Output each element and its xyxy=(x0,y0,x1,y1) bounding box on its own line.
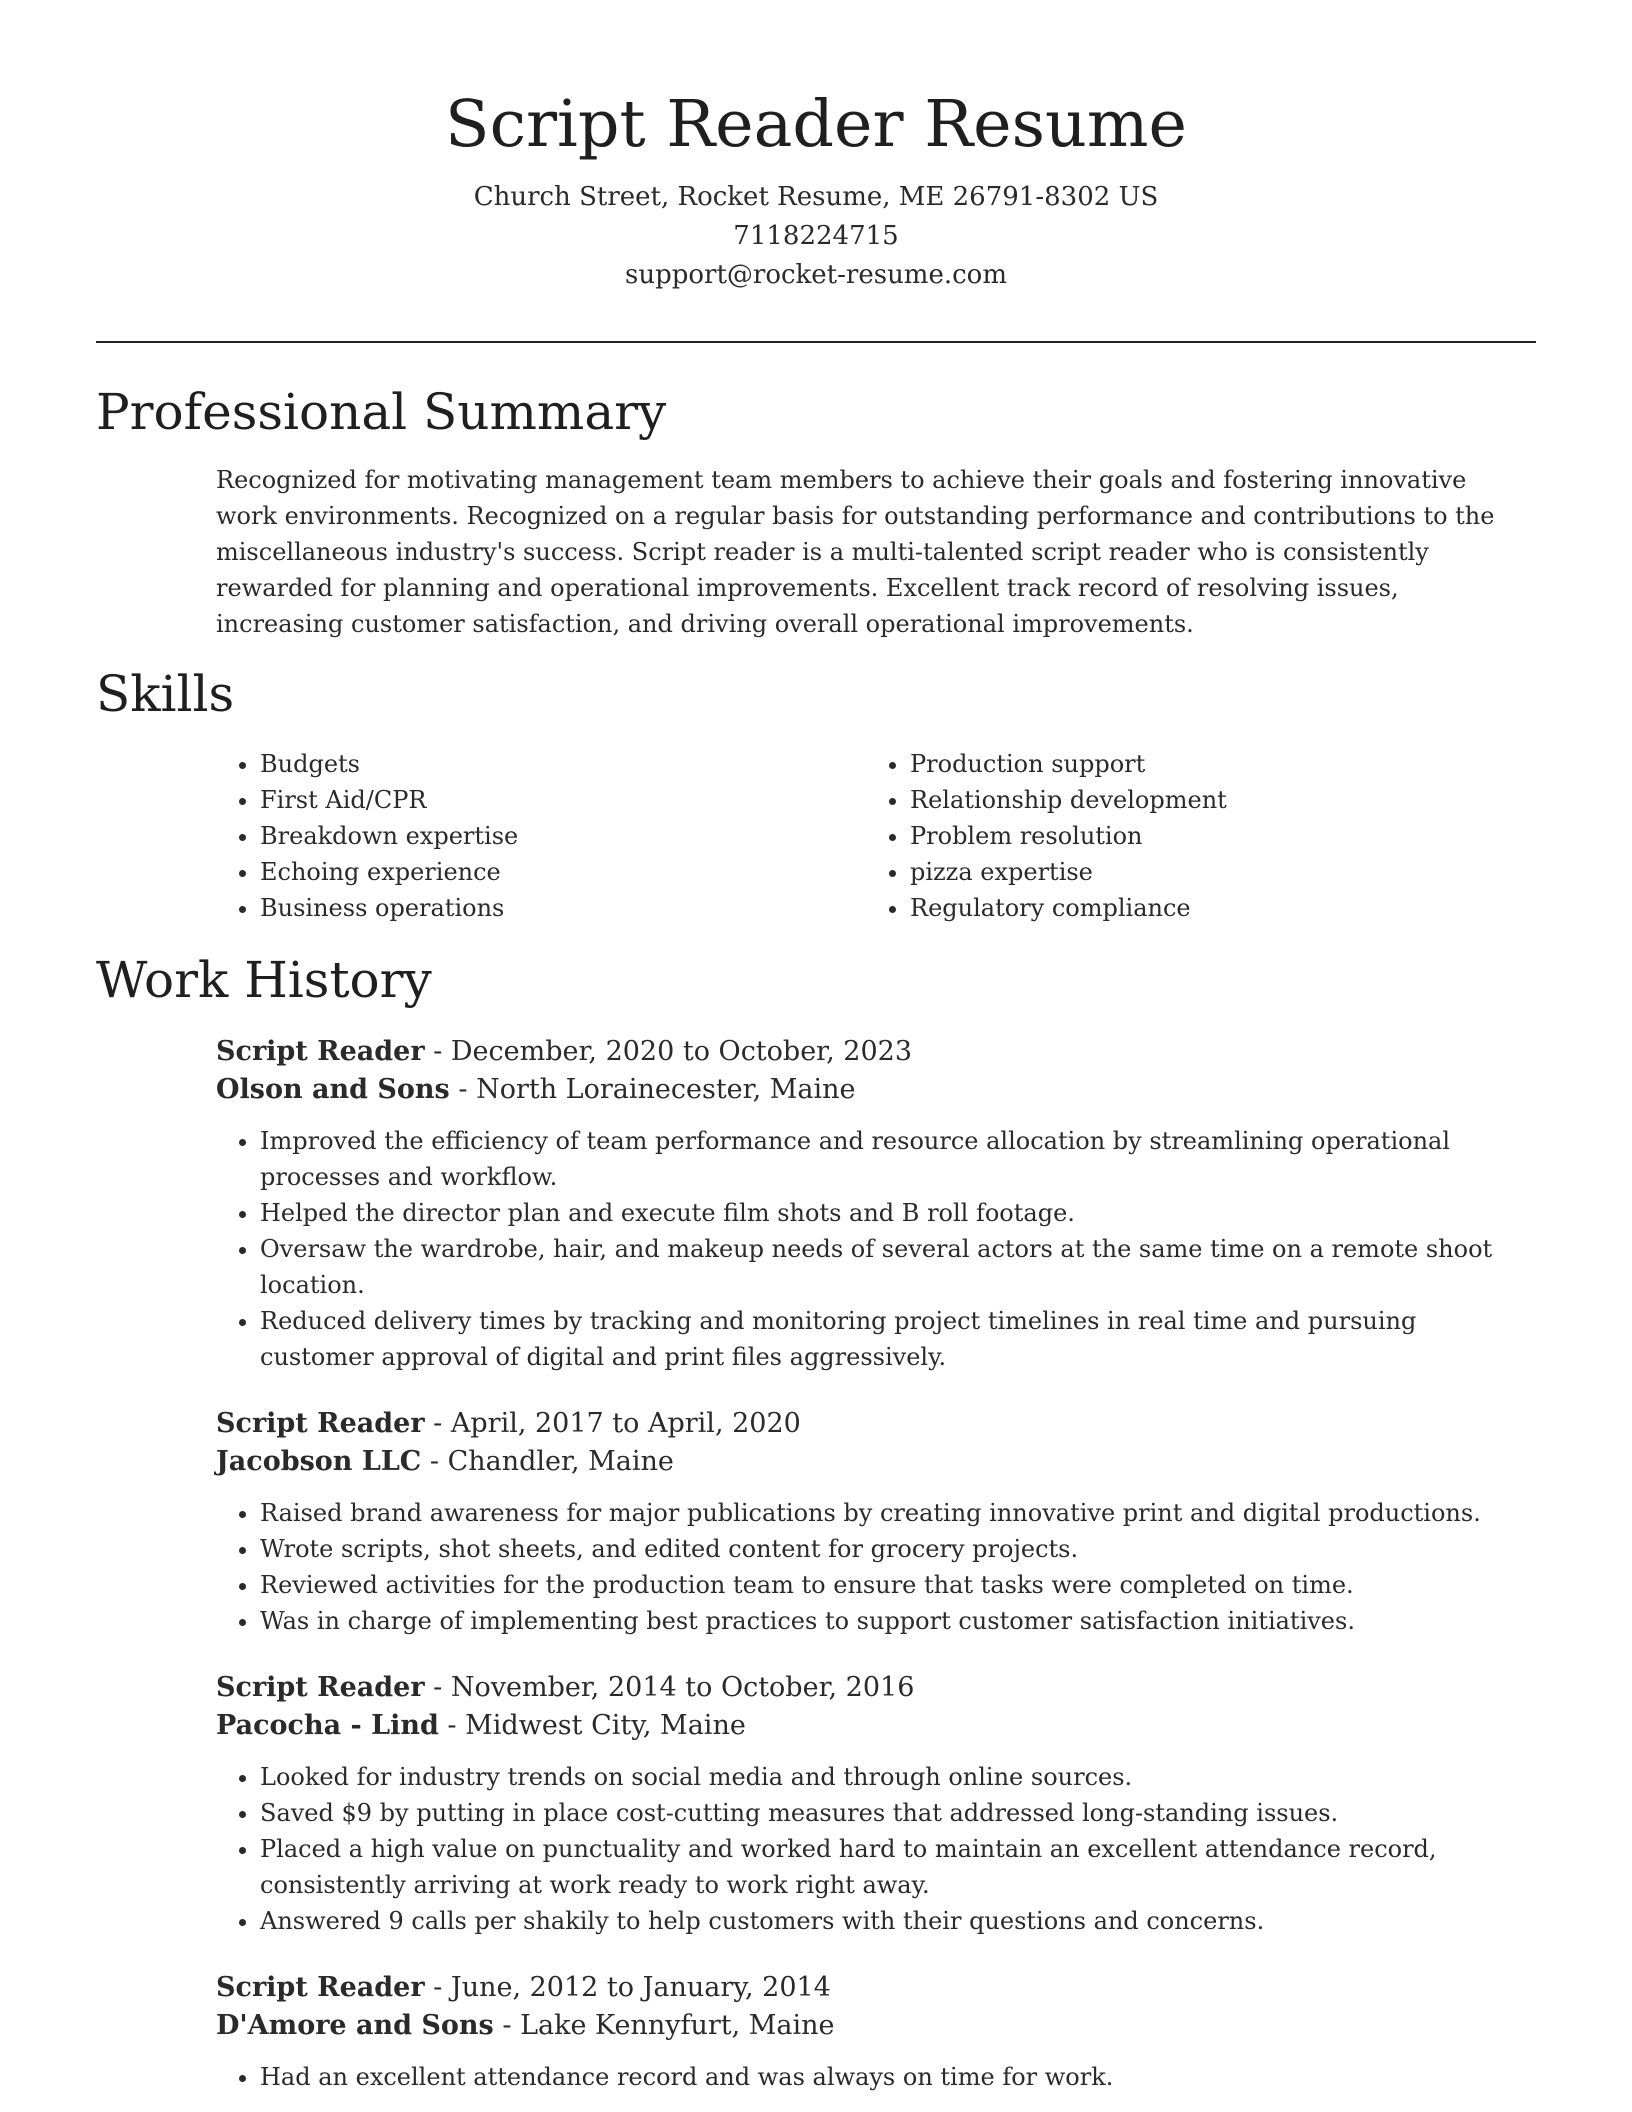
job-bullet: • Oversaw the wardrobe, hair, and makeup needs of several actors at the same time on a remote shoot location. xyxy=(260,1231,1516,1303)
work-history-list xyxy=(216,1033,1516,2112)
job-company-line xyxy=(216,1707,1516,1745)
skill-item: • Production support xyxy=(910,746,1516,782)
job-title-line xyxy=(216,1969,1516,2007)
skill-item: • Relationship development xyxy=(910,782,1516,818)
job-bullet: • Wrote scripts, shot sheets, and edited content for grocery projects. xyxy=(260,1531,1516,1567)
job-entry xyxy=(216,1969,1516,2095)
skill-item: • Budgets xyxy=(260,746,866,782)
job-company: Jacobson LLC xyxy=(216,1446,422,1477)
skill-item: • Problem resolution xyxy=(910,818,1516,854)
job-company-line xyxy=(216,2007,1516,2045)
job-bullets xyxy=(216,1123,1516,1375)
job-title-line xyxy=(216,1033,1516,1071)
job-title: Script Reader xyxy=(216,1408,425,1439)
job-bullet: • Saved $9 by putting in place cost-cutting measures that addressed long-standing issues. xyxy=(260,1795,1516,1831)
job-bullet: • Had an excellent attendance record and was always on time for work. xyxy=(260,2059,1516,2095)
skills-column-left xyxy=(216,746,866,926)
separator: - xyxy=(421,1446,448,1477)
skill-item: • Breakdown expertise xyxy=(260,818,866,854)
contact-info xyxy=(0,178,1632,295)
separator: - xyxy=(424,1408,451,1439)
skill-item: • First Aid/CPR xyxy=(260,782,866,818)
separator: - xyxy=(424,1672,451,1703)
job-bullets xyxy=(216,1495,1516,1639)
job-title: Script Reader xyxy=(216,1972,425,2003)
summary-heading: Professional Summary xyxy=(96,383,667,441)
job-company: Olson and Sons xyxy=(216,1074,450,1105)
job-dates: June, 2012 to January, 2014 xyxy=(450,1972,831,2003)
summary-text: Recognized for motivating management team members to achieve their goals and fostering innovative work environments. Recognized on a regular basis for outstanding performance and contributions to the miscellaneous industry's success. Script reader is a multi-talented script reader who is consistently rewarded for planning and operational improvements. Excellent track record of resolving issues, increasing customer satisfaction, and driving overall operational improvements. xyxy=(216,466,1495,638)
skill-item: • Regulatory compliance xyxy=(910,890,1516,926)
job-bullet: • Improved the efficiency of team performance and resource allocation by streamlining operational processes and workflow. xyxy=(260,1123,1516,1195)
job-dates: December, 2020 to October, 2023 xyxy=(450,1036,912,1067)
job-company-line xyxy=(216,1071,1516,1109)
separator: - xyxy=(424,1972,451,2003)
job-entry xyxy=(216,1669,1516,1939)
job-company-line xyxy=(216,1443,1516,1481)
skill-item: • Business operations xyxy=(260,890,866,926)
work-history-heading: Work History xyxy=(96,951,432,1009)
job-dates: April, 2017 to April, 2020 xyxy=(450,1408,801,1439)
job-bullet: • Raised brand awareness for major publications by creating innovative print and digital productions. xyxy=(260,1495,1516,1531)
job-title: Script Reader xyxy=(216,1672,425,1703)
job-bullet: • Reduced delivery times by tracking and monitoring project timelines in real time and pursuing customer approval of digital and print files aggressively. xyxy=(260,1303,1516,1375)
skill-item: • Echoing experience xyxy=(260,854,866,890)
job-company: Pacocha - Lind xyxy=(216,1710,439,1741)
resume-title: Script Reader Resume xyxy=(445,87,1187,162)
job-bullet: • Looked for industry trends on social media and through online sources. xyxy=(260,1759,1516,1795)
job-company: D'Amore and Sons xyxy=(216,2010,494,2041)
job-bullet: • Placed a high value on punctuality and worked hard to maintain an excellent attendance record, consistently arriving at work ready to work right away. xyxy=(260,1831,1516,1903)
job-bullet: • Answered 9 calls per shakily to help customers with their questions and concerns. xyxy=(260,1903,1516,1939)
separator: - xyxy=(438,1710,466,1741)
separator: - xyxy=(493,2010,521,2041)
skills-column-right xyxy=(866,746,1516,926)
job-title-line xyxy=(216,1669,1516,1707)
separator: - xyxy=(449,1074,477,1105)
job-entry xyxy=(216,1405,1516,1639)
contact-address: Church Street, Rocket Resume, ME 26791-8302 US xyxy=(473,182,1159,212)
job-bullets xyxy=(216,1759,1516,1939)
job-bullet: • Was in charge of implementing best practices to support customer satisfaction initiatives. xyxy=(260,1603,1516,1639)
job-bullets xyxy=(216,2059,1516,2095)
job-entry xyxy=(216,1033,1516,1375)
resume-header xyxy=(0,80,1632,295)
header-divider xyxy=(96,341,1536,343)
job-bullet: • Reviewed activities for the production team to ensure that tasks were completed on time. xyxy=(260,1567,1516,1603)
skills-list xyxy=(216,746,1516,926)
job-bullet: • Helped the director plan and execute film shots and B roll footage. xyxy=(260,1195,1516,1231)
contact-phone: 7118224715 xyxy=(733,221,899,251)
job-location: North Lorainecester, Maine xyxy=(476,1074,856,1105)
job-location: Midwest City, Maine xyxy=(465,1710,746,1741)
job-dates: November, 2014 to October, 2016 xyxy=(450,1672,915,1703)
skill-item: • pizza expertise xyxy=(910,854,1516,890)
job-location: Lake Kennyfurt, Maine xyxy=(520,2010,835,2041)
job-title: Script Reader xyxy=(216,1036,425,1067)
contact-email: support@rocket-resume.com xyxy=(624,260,1007,290)
skills-heading: Skills xyxy=(96,665,235,723)
separator: - xyxy=(424,1036,451,1067)
job-location: Chandler, Maine xyxy=(447,1446,674,1477)
job-title-line xyxy=(216,1405,1516,1443)
